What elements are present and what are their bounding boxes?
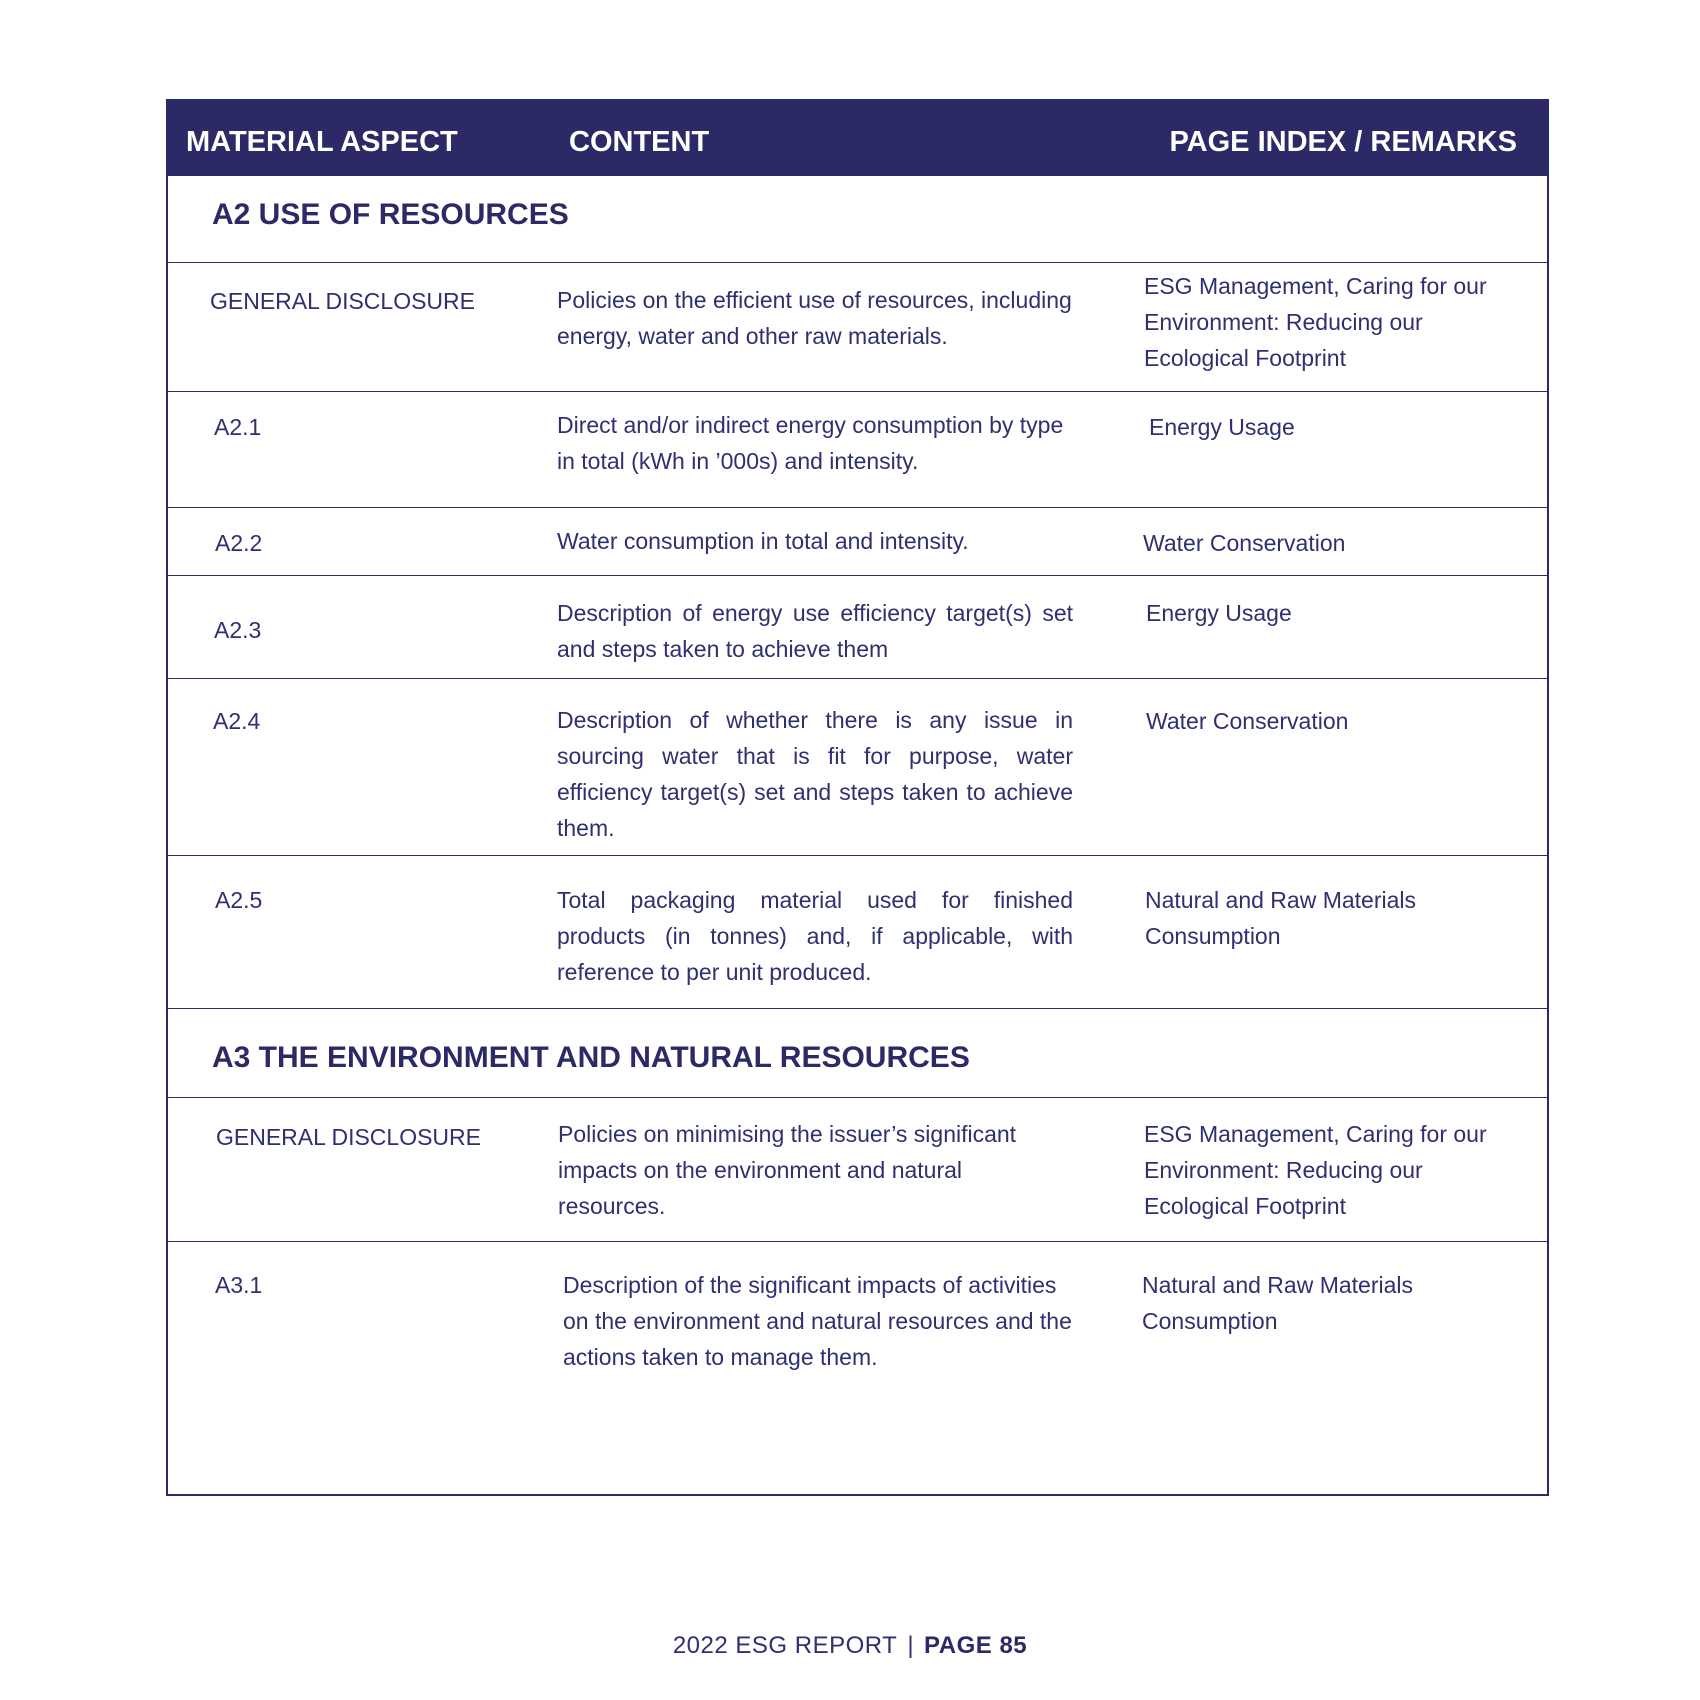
row-divider (168, 1241, 1547, 1242)
row-aspect: A2.2 (215, 530, 263, 556)
row-aspect: A3.1 (215, 1272, 263, 1298)
row-remarks: Water Conservation (1143, 530, 1346, 556)
row-divider (168, 262, 1547, 263)
row-aspect: A2.1 (214, 414, 262, 440)
row-content: Description of energy use efficiency target(s) set and steps taken to achieve them (557, 600, 1073, 662)
header-page-index-remarks: PAGE INDEX / REMARKS (1169, 126, 1517, 158)
row-remarks: Natural and Raw Materials Consumption (1142, 1272, 1414, 1334)
row-divider (168, 1008, 1547, 1009)
row-aspect: GENERAL DISCLOSURE (210, 288, 475, 314)
footer-page-number: PAGE 85 (924, 1632, 1028, 1659)
header-material-aspect: MATERIAL ASPECT (186, 126, 458, 158)
row-content: Total packaging material used for finished products (in tonnes) and, if applicable, with reference to per unit produced. (557, 887, 1073, 985)
section-title-a2: A2 USE OF RESOURCES (212, 198, 569, 231)
row-aspect: GENERAL DISCLOSURE (216, 1124, 481, 1150)
row-remarks: Energy Usage (1149, 414, 1295, 440)
row-aspect: A2.4 (213, 708, 261, 734)
row-content: Direct and/or indirect energy consumption by type in total (kWh in ’000s) and intensity. (557, 412, 1064, 474)
header-content: CONTENT (569, 126, 710, 158)
row-remarks: ESG Management, Caring for our Environment: Reducing our Ecological Footprint (1144, 1121, 1487, 1219)
row-content: Policies on minimising the issuer’s significant impacts on the environment and natural resources. (558, 1121, 1017, 1219)
row-aspect: A2.3 (214, 617, 262, 643)
index-table (166, 99, 1549, 1496)
row-divider (168, 855, 1547, 856)
row-aspect: A2.5 (215, 887, 263, 913)
row-divider (168, 507, 1547, 508)
row-divider (168, 1097, 1547, 1098)
row-remarks: Water Conservation (1146, 708, 1349, 734)
footer-separator: | (907, 1632, 915, 1659)
row-divider (168, 391, 1547, 392)
footer-report-title: 2022 ESG REPORT (672, 1632, 898, 1659)
page-footer (0, 1632, 1700, 1660)
row-remarks: Energy Usage (1146, 600, 1292, 626)
row-remarks: Natural and Raw Materials Consumption (1145, 887, 1417, 949)
section-title-a3: A3 THE ENVIRONMENT AND NATURAL RESOURCES (212, 1041, 970, 1074)
row-content: Description of whether there is any issue in sourcing water that is fit for purpose, water efficiency target(s) set and steps taken to achieve them. (557, 707, 1073, 841)
row-remarks: ESG Management, Caring for our Environment: Reducing our Ecological Footprint (1144, 273, 1487, 371)
table-header (168, 101, 1547, 176)
row-content: Water consumption in total and intensity. (557, 528, 969, 554)
row-content: Policies on the efficient use of resources, including energy, water and other raw materials. (557, 287, 1072, 349)
row-divider (168, 678, 1547, 679)
row-content: Description of the significant impacts of activities on the environment and natural resources and the actions taken to manage them. (563, 1272, 1072, 1370)
row-divider (168, 575, 1547, 576)
